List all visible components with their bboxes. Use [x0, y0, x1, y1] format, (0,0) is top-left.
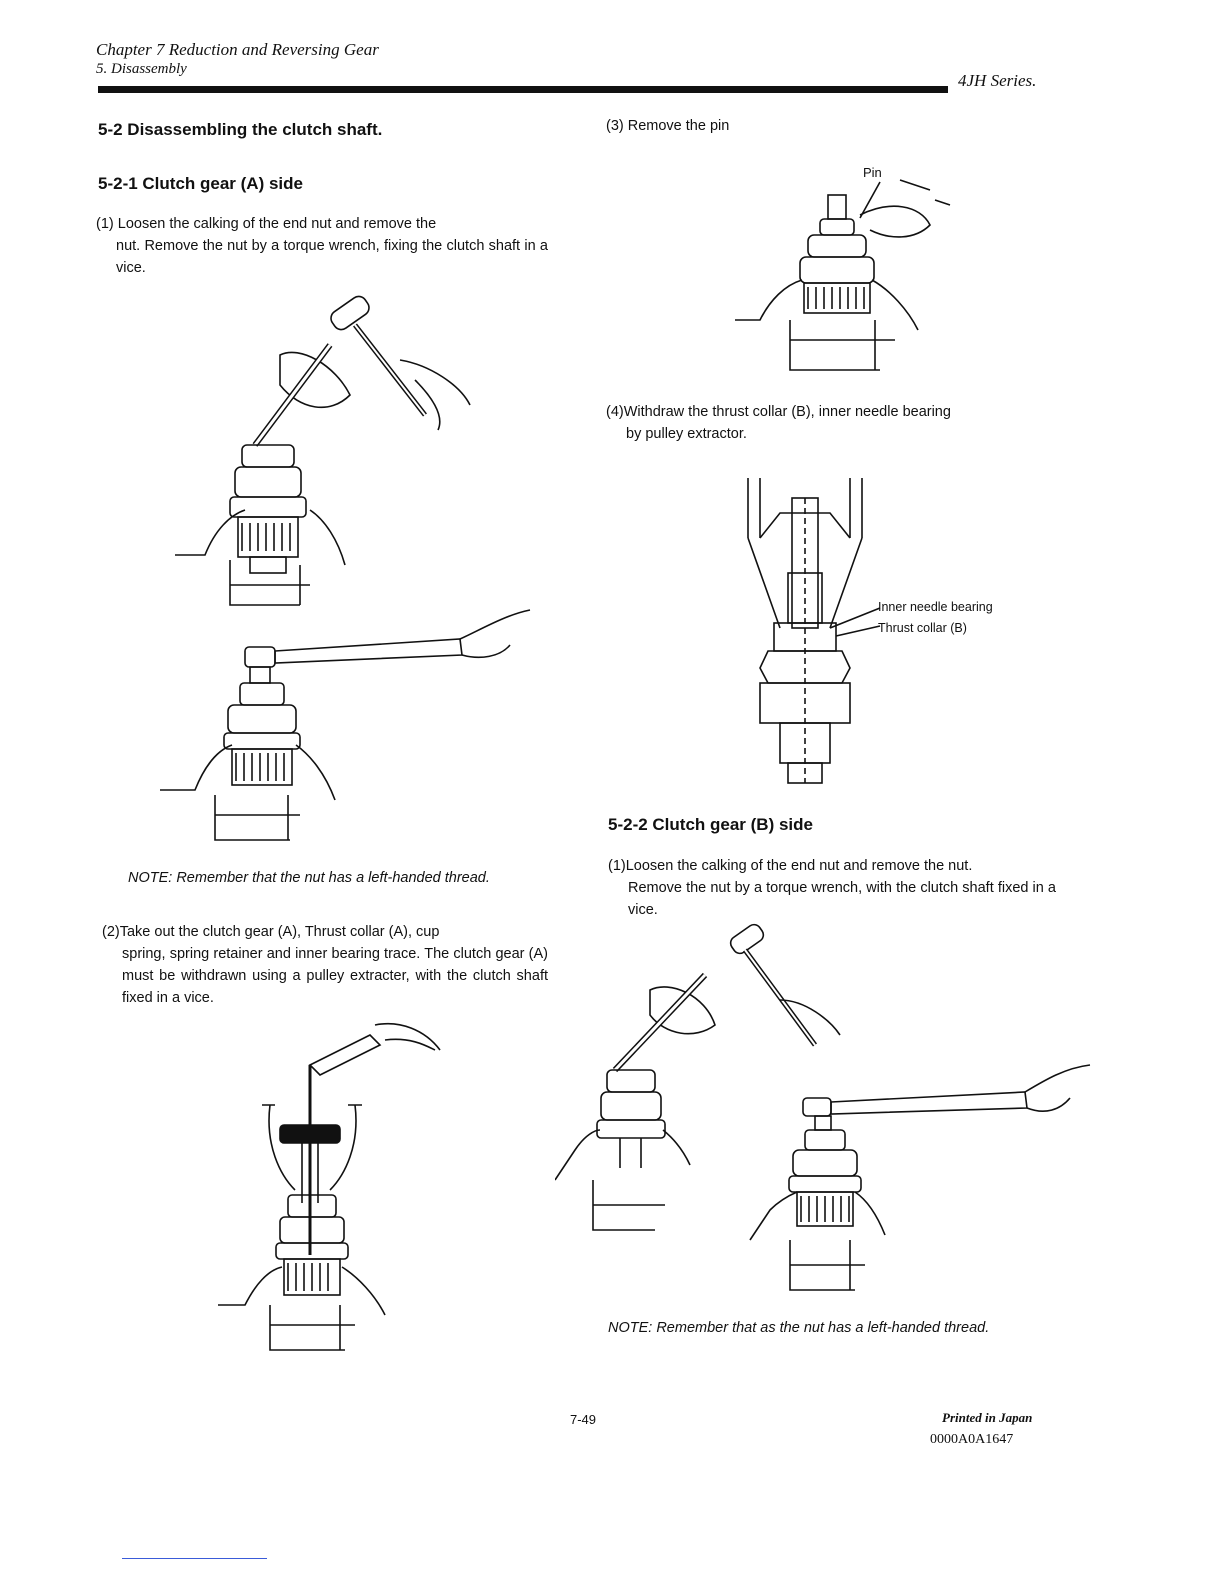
section-title: 5. Disassembly — [96, 61, 187, 77]
figure-loosen-calking-right — [555, 920, 1095, 1310]
step-4-right-first: (4)Withdraw the thrust collar (B), inner needle bearing — [606, 404, 951, 420]
step-4-right-rest: by pulley extractor. — [626, 426, 747, 442]
bottom-rule — [122, 1558, 267, 1559]
clutch-gear-stack — [230, 445, 306, 573]
figure-remove-pin — [730, 160, 970, 390]
figure-extractor-labels — [740, 478, 1030, 793]
step-4-right — [606, 401, 1054, 445]
step-1-left-first: (1) Loosen the calking of the end nut and remove the — [96, 216, 437, 232]
note-left: NOTE: Remember that the nut has a left-handed thread. — [128, 870, 490, 886]
step-1-right-first: (1)Loosen the calking of the end nut and remove the nut. — [608, 858, 973, 874]
label-thrust-collar-b: Thrust collar (B) — [878, 621, 967, 635]
note-right: NOTE: Remember that as the nut has a left-handed thread. — [608, 1320, 990, 1336]
step-1-right-rest: Remove the nut by a torque wrench, with the clutch shaft fixed in a vice. — [628, 880, 1056, 918]
pin-label: Pin — [863, 165, 882, 180]
printed-in: Printed in Japan — [942, 1410, 1033, 1425]
step-3-right: (3) Remove the pin — [606, 118, 730, 134]
step-2-left-first: (2)Take out the clutch gear (A), Thrust collar (A), cup — [102, 924, 440, 940]
document-code: 0000A0A1647 — [930, 1432, 1014, 1447]
page-number: 7-49 — [570, 1412, 597, 1427]
section-heading: 5-2 Disassembling the clutch shaft. — [98, 120, 383, 139]
subheading-clutch-gear-a: 5-2-1 Clutch gear (A) side — [98, 174, 303, 193]
series-label: 4JH Series. — [958, 71, 1037, 90]
subheading-clutch-gear-b: 5-2-2 Clutch gear (B) side — [608, 815, 813, 834]
chapter-title: Chapter 7 Reduction and Reversing Gear — [96, 40, 379, 59]
torque-wrench-icon — [245, 610, 530, 667]
step-1-left-rest: nut. Remove the nut by a torque wrench, fixing the clutch shaft in a vice. — [116, 238, 548, 276]
header-rule — [98, 86, 948, 93]
hammer-icon — [328, 293, 425, 415]
step-1-left — [96, 213, 548, 279]
step-2-left-rest: spring, spring retainer and inner bearing trace. The clutch gear (A) must be withdrawn using a pulley extracter, with the clutch shaft fixed in a vice. — [122, 946, 548, 1006]
label-inner-needle-bearing: Inner needle bearing — [878, 600, 993, 614]
figure-loosen-calking-left — [160, 285, 550, 865]
step-2-left — [102, 921, 548, 1009]
step-1-right — [608, 855, 1056, 921]
figure-pulley-extractor-left — [210, 1005, 450, 1365]
